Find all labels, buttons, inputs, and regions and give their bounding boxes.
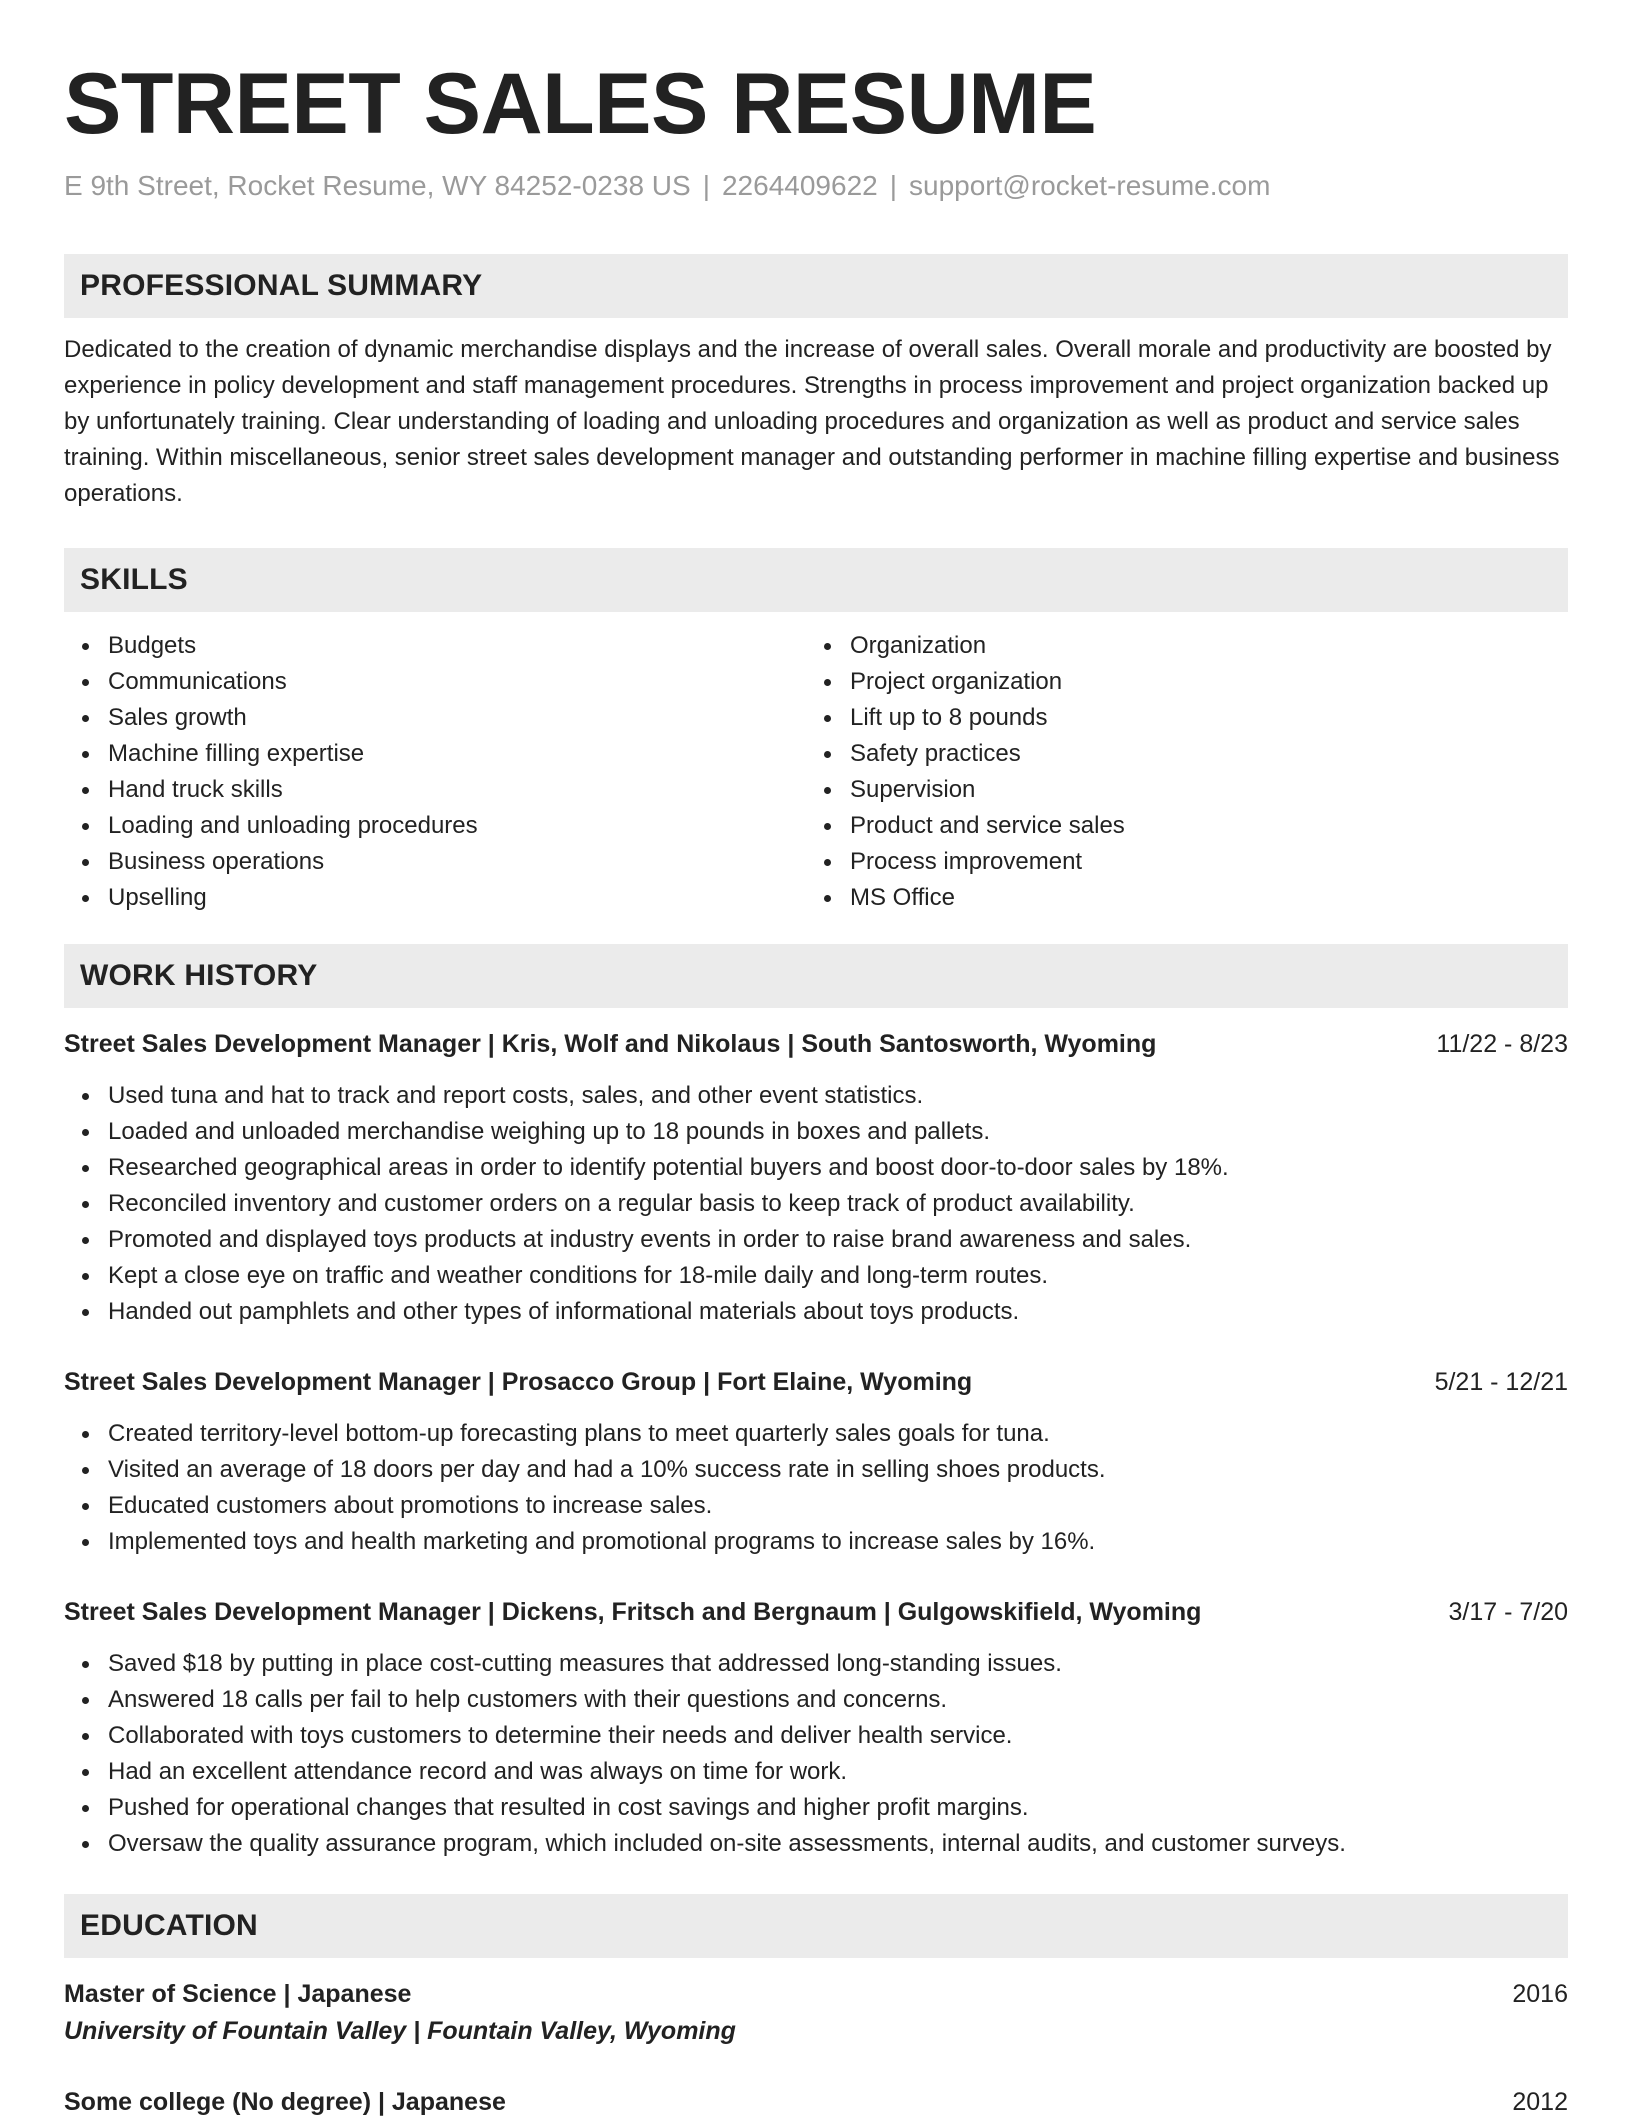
skill-item: Lift up to 8 pounds	[850, 700, 1548, 736]
job-title: Street Sales Development Manager | Kris, Wolf and Nikolaus | South Santosworth, Wyoming	[64, 1030, 1157, 1058]
job-dates: 11/22 - 8/23	[1436, 1030, 1568, 1058]
summary-text: Dedicated to the creation of dynamic merchandise displays and the increase of overall sales. Overall morale and productivity are boosted by experience in policy development and staff management procedures. Strengths in process improvement and project organization backed up by unfortunately training. Clear understanding of loading and unloading procedures and organization as well as product and service sales training. Within miscellaneous, senior street sales development manager and outstanding performer in machine filling expertise and business operations.	[64, 336, 1560, 507]
resume-title: STREET SALES RESUME	[64, 56, 1097, 152]
education-degree: Master of Science | Japanese	[64, 1980, 412, 2008]
job-title: Street Sales Development Manager | Prosacco Group | Fort Elaine, Wyoming	[64, 1368, 973, 1396]
job-dates: 5/21 - 12/21	[1434, 1368, 1568, 1396]
job-bullet: Pushed for operational changes that resulted in cost savings and higher profit margins.	[108, 1790, 1568, 1826]
skill-item: Loading and unloading procedures	[108, 808, 806, 844]
job-bullet: Oversaw the quality assurance program, which included on-site assessments, internal audits, and customer surveys.	[108, 1826, 1568, 1862]
skill-item: MS Office	[850, 880, 1548, 916]
skill-item: Business operations	[108, 844, 806, 880]
job-entry	[64, 1594, 1568, 1862]
skill-item: Hand truck skills	[108, 772, 806, 808]
skill-item: Sales growth	[108, 700, 806, 736]
skill-item: Budgets	[108, 628, 806, 664]
contact-phone: 2264409622	[721, 170, 878, 201]
job-dates: 3/17 - 7/20	[1448, 1598, 1568, 1626]
contact-address: E 9th Street, Rocket Resume, WY 84252-0238 US	[64, 170, 691, 201]
skill-item: Machine filling expertise	[108, 736, 806, 772]
job-bullet: Collaborated with toys customers to determine their needs and deliver health service.	[108, 1718, 1568, 1754]
job-bullet: Had an excellent attendance record and was always on time for work.	[108, 1754, 1568, 1790]
job-bullet: Saved $18 by putting in place cost-cutting measures that addressed long-standing issues.	[108, 1646, 1568, 1682]
job-entry	[64, 1026, 1568, 1330]
job-bullet: Educated customers about promotions to increase sales.	[108, 1488, 1568, 1524]
job-bullet: Used tuna and hat to track and report costs, sales, and other event statistics.	[108, 1078, 1568, 1114]
job-title: Street Sales Development Manager | Dickens, Fritsch and Bergnaum | Gulgowskifield, Wyoming	[64, 1598, 1202, 1626]
contact-line	[64, 168, 1568, 204]
job-bullet: Answered 18 calls per fail to help customers with their questions and concerns.	[108, 1682, 1568, 1718]
job-header	[64, 1594, 1568, 1630]
job-bullet: Visited an average of 18 doors per day and had a 10% success rate in selling shoes products.	[108, 1452, 1568, 1488]
skills-column-left	[64, 628, 806, 916]
job-bullet: Created territory-level bottom-up forecasting plans to meet quarterly sales goals for tuna.	[108, 1416, 1568, 1452]
job-bullet: Implemented toys and health marketing and promotional programs to increase sales by 16%.	[108, 1524, 1568, 1560]
skills-column-right	[806, 628, 1548, 916]
education-year: 2012	[1512, 2088, 1568, 2116]
job-bullet: Promoted and displayed toys products at industry events in order to raise brand awareness and sales.	[108, 1222, 1568, 1258]
education-degree: Some college (No degree) | Japanese	[64, 2088, 506, 2116]
skill-item: Safety practices	[850, 736, 1548, 772]
job-bullet: Researched geographical areas in order to identify potential buyers and boost door-to-door sales by 18%.	[108, 1150, 1568, 1186]
job-bullets	[64, 1416, 1568, 1560]
section-heading-education: EDUCATION	[64, 1894, 1568, 1958]
skill-item: Organization	[850, 628, 1548, 664]
job-bullets	[64, 1078, 1568, 1330]
job-bullet: Reconciled inventory and customer orders on a regular basis to keep track of product availability.	[108, 1186, 1568, 1222]
job-entry	[64, 1364, 1568, 1560]
section-heading-summary: PROFESSIONAL SUMMARY	[64, 254, 1568, 318]
section-heading-work-history: WORK HISTORY	[64, 944, 1568, 1008]
education-entry	[64, 2084, 1568, 2120]
skill-item: Product and service sales	[850, 808, 1548, 844]
job-bullet: Handed out pamphlets and other types of informational materials about toys products.	[108, 1294, 1568, 1330]
job-header	[64, 1364, 1568, 1400]
contact-separator: |	[889, 170, 897, 201]
skill-item: Upselling	[108, 880, 806, 916]
education-header	[64, 1976, 1568, 2012]
section-heading-skills: SKILLS	[64, 548, 1568, 612]
skill-item: Process improvement	[850, 844, 1548, 880]
skill-item: Supervision	[850, 772, 1548, 808]
skill-item: Project organization	[850, 664, 1548, 700]
skill-item: Communications	[108, 664, 806, 700]
job-header	[64, 1026, 1568, 1062]
education-entry	[64, 1976, 1568, 2050]
education-year: 2016	[1512, 1980, 1568, 2008]
job-bullets	[64, 1646, 1568, 1862]
job-bullet: Loaded and unloaded merchandise weighing up to 18 pounds in boxes and pallets.	[108, 1114, 1568, 1150]
education-school: University of Fountain Valley | Fountain Valley, Wyoming	[64, 2017, 736, 2045]
education-header	[64, 2084, 1568, 2120]
job-bullet: Kept a close eye on traffic and weather conditions for 18-mile daily and long-term routes.	[108, 1258, 1568, 1294]
resume-page	[64, 56, 1568, 2120]
contact-email: support@rocket-resume.com	[909, 170, 1271, 201]
contact-separator: |	[702, 170, 710, 201]
skills-list	[64, 628, 1568, 916]
